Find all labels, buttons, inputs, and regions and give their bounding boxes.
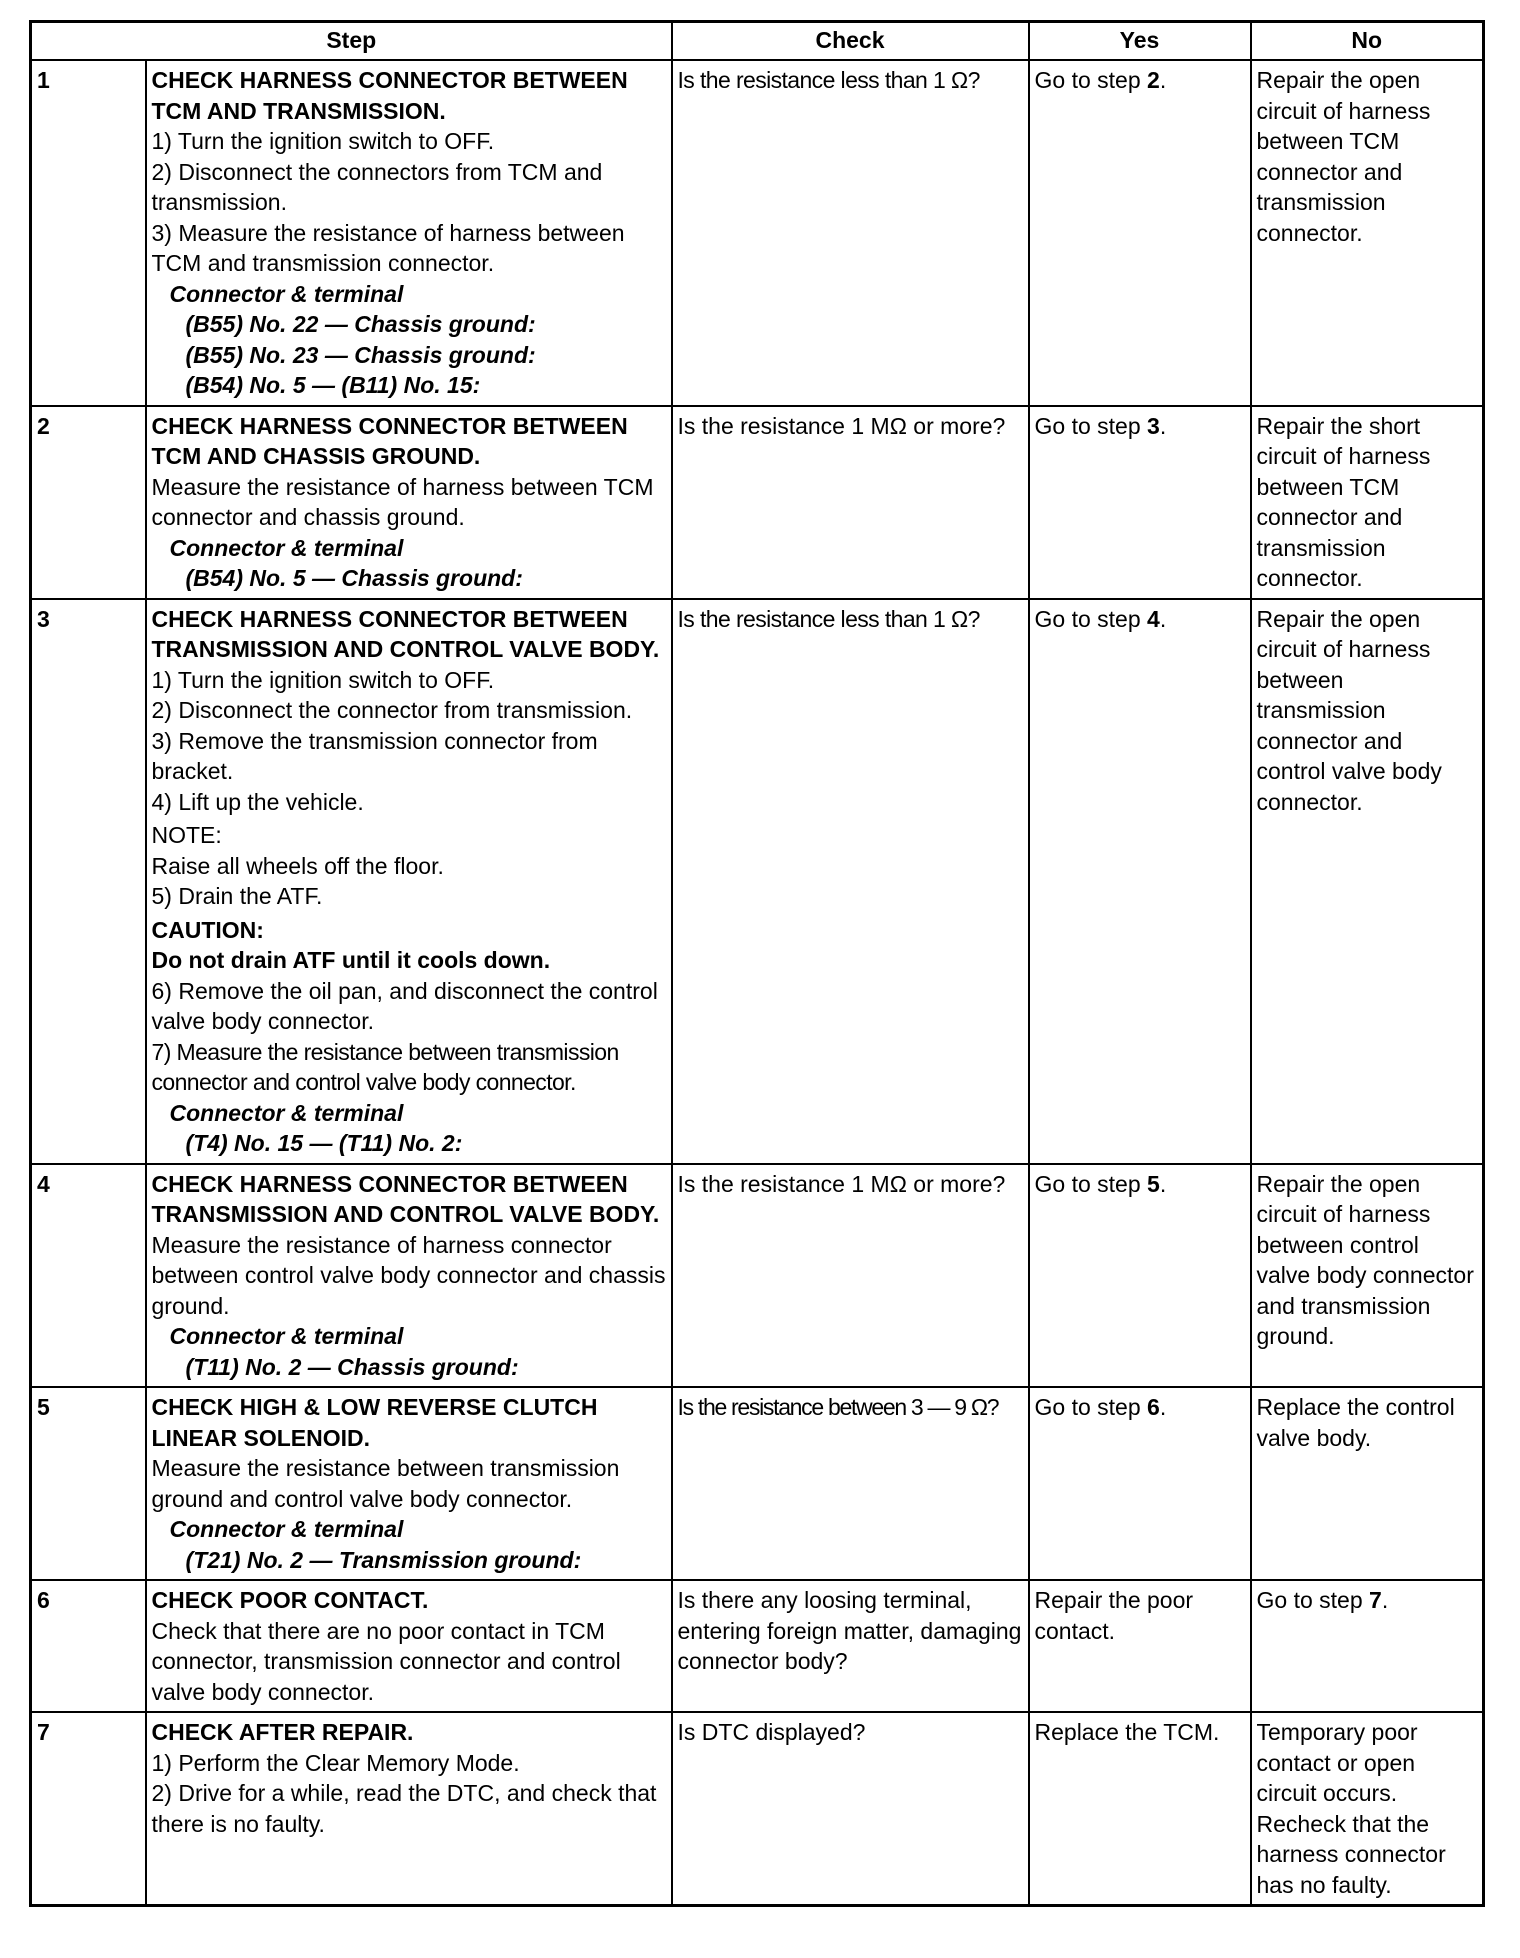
step-title: CHECK HARNESS CONNECTOR BETWEEN TCM AND CHASSIS GROUND. — [151, 412, 628, 469]
step-description — [146, 1387, 672, 1580]
yes-action: Replace the TCM. — [1029, 1712, 1251, 1906]
step-description — [146, 1580, 672, 1712]
table-row — [31, 1387, 1484, 1580]
step-description — [146, 1164, 672, 1388]
check-question: Is the resistance between 3 — 9 Ω? — [672, 1387, 1029, 1580]
step-instruction: 4) Lift up the vehicle. — [151, 788, 364, 815]
step-instruction: Measure the resistance of harness between TCM connector and chassis ground. — [151, 473, 654, 530]
step-instruction: 7) Measure the resistance between transmission connector and control valve body connector. — [151, 1038, 619, 1095]
step-number: 2 — [31, 406, 146, 599]
caution-label: CAUTION: — [151, 916, 264, 943]
step-instruction: 3) Measure the resistance of harness between TCM and transmission connector. — [151, 219, 625, 276]
no-action: Repair the short circuit of harness between TCM connector and transmission connector. — [1251, 406, 1484, 599]
step-instruction: 1) Turn the ignition switch to OFF. — [151, 128, 495, 154]
check-question: Is the resistance 1 MΩ or more? — [672, 406, 1029, 599]
step-instruction: 1) Turn the ignition switch to OFF. — [151, 666, 495, 693]
step-number: 7 — [31, 1712, 146, 1906]
connector-terminal: (B54) No. 5 — (B11) No. 15: — [185, 372, 481, 398]
step-title: CHECK HARNESS CONNECTOR BETWEEN TRANSMISSION AND CONTROL VALVE BODY. — [151, 1170, 660, 1227]
no-action: Repair the open circuit of harness between transmission connector and control valve body connector. — [1251, 599, 1484, 1164]
check-question: Is DTC displayed? — [672, 1712, 1029, 1906]
yes-action: Go to step 2. — [1029, 60, 1251, 406]
connector-terminal: (B54) No. 5 — Chassis ground: — [185, 565, 523, 591]
no-action: Repair the open circuit of harness between TCM connector and transmission connector. — [1251, 60, 1484, 406]
yes-action: Repair the poor contact. — [1029, 1580, 1251, 1712]
connector-heading: Connector & terminal — [169, 280, 404, 307]
step-instruction: 6) Remove the oil pan, and disconnect the control valve body connector. — [151, 977, 658, 1034]
header-step: Step — [31, 22, 672, 61]
step-description — [146, 599, 672, 1164]
step-instruction: 1) Perform the Clear Memory Mode. — [151, 1749, 520, 1776]
header-check: Check — [672, 22, 1029, 61]
no-action: Replace the control valve body. — [1251, 1387, 1484, 1580]
yes-action: Go to step 4. — [1029, 599, 1251, 1164]
step-number: 3 — [31, 599, 146, 1164]
step-title: CHECK HARNESS CONNECTOR BETWEEN TCM AND TRANSMISSION. — [151, 67, 628, 124]
step-description — [146, 406, 672, 599]
step-title: CHECK HARNESS CONNECTOR BETWEEN TRANSMISSION AND CONTROL VALVE BODY. — [151, 605, 660, 662]
step-number: 6 — [31, 1580, 146, 1712]
note-label: NOTE: — [151, 822, 222, 848]
no-action: Repair the open circuit of harness between control valve body connector and transmission ground. — [1251, 1164, 1484, 1388]
table-row — [31, 1712, 1484, 1906]
step-number: 5 — [31, 1387, 146, 1580]
table-row — [31, 1164, 1484, 1388]
caution-text: Do not drain ATF until it cools down. — [151, 947, 551, 973]
connector-heading: Connector & terminal — [169, 1323, 404, 1349]
check-question: Is there any loosing terminal, entering foreign matter, damaging connector body? — [672, 1580, 1029, 1712]
yes-action: Go to step 3. — [1029, 406, 1251, 599]
connector-terminal: (T11) No. 2 — Chassis ground: — [185, 1353, 519, 1380]
header-row — [31, 22, 1484, 61]
step-description — [146, 1712, 672, 1906]
connector-terminal: (B55) No. 22 — Chassis ground: — [185, 311, 536, 337]
table-row — [31, 60, 1484, 406]
no-action: Go to step 7. — [1251, 1580, 1484, 1712]
step-description — [146, 60, 672, 406]
no-action: Temporary poor contact or open circuit occurs. Recheck that the harness connector has no faulty. — [1251, 1712, 1484, 1906]
step-instruction: Check that there are no poor contact in TCM connector, transmission connector and control valve body connector. — [151, 1617, 621, 1705]
step-number: 1 — [31, 60, 146, 406]
connector-terminal: (B55) No. 23 — Chassis ground: — [185, 341, 536, 368]
header-yes: Yes — [1029, 22, 1251, 61]
connector-heading: Connector & terminal — [169, 1516, 404, 1542]
step-instruction: 2) Disconnect the connectors from TCM and transmission. — [151, 158, 603, 215]
step-instruction: 3) Remove the transmission connector from bracket. — [151, 727, 598, 784]
step-instruction: Measure the resistance between transmission ground and control valve body connector. — [151, 1455, 620, 1512]
step-instruction: Measure the resistance of harness connector between control valve body connector and chassis ground. — [151, 1231, 666, 1319]
connector-heading: Connector & terminal — [169, 534, 404, 561]
connector-heading: Connector & terminal — [169, 1099, 404, 1126]
diagnostic-procedure-table — [29, 20, 1485, 1907]
yes-action: Go to step 6. — [1029, 1387, 1251, 1580]
table-row — [31, 406, 1484, 599]
step-title: CHECK AFTER REPAIR. — [151, 1719, 414, 1745]
header-no: No — [1251, 22, 1484, 61]
connector-terminal: (T21) No. 2 — Transmission ground: — [185, 1546, 582, 1573]
table-row — [31, 1580, 1484, 1712]
step-title: CHECK HIGH & LOW REVERSE CLUTCH LINEAR SOLENOID. — [151, 1394, 598, 1451]
step-instruction: 2) Drive for a while, read the DTC, and check that there is no faulty. — [151, 1780, 657, 1837]
check-question: Is the resistance less than 1 Ω? — [672, 599, 1029, 1164]
note-text: Raise all wheels off the floor. — [151, 852, 444, 879]
step-number: 4 — [31, 1164, 146, 1388]
connector-terminal: (T4) No. 15 — (T11) No. 2: — [185, 1130, 463, 1156]
step-instruction: 5) Drain the ATF. — [151, 883, 323, 909]
table-row — [31, 599, 1484, 1164]
step-title: CHECK POOR CONTACT. — [151, 1587, 429, 1613]
check-question: Is the resistance 1 MΩ or more? — [672, 1164, 1029, 1388]
step-instruction: 2) Disconnect the connector from transmission. — [151, 697, 633, 723]
yes-action: Go to step 5. — [1029, 1164, 1251, 1388]
check-question: Is the resistance less than 1 Ω? — [672, 60, 1029, 406]
